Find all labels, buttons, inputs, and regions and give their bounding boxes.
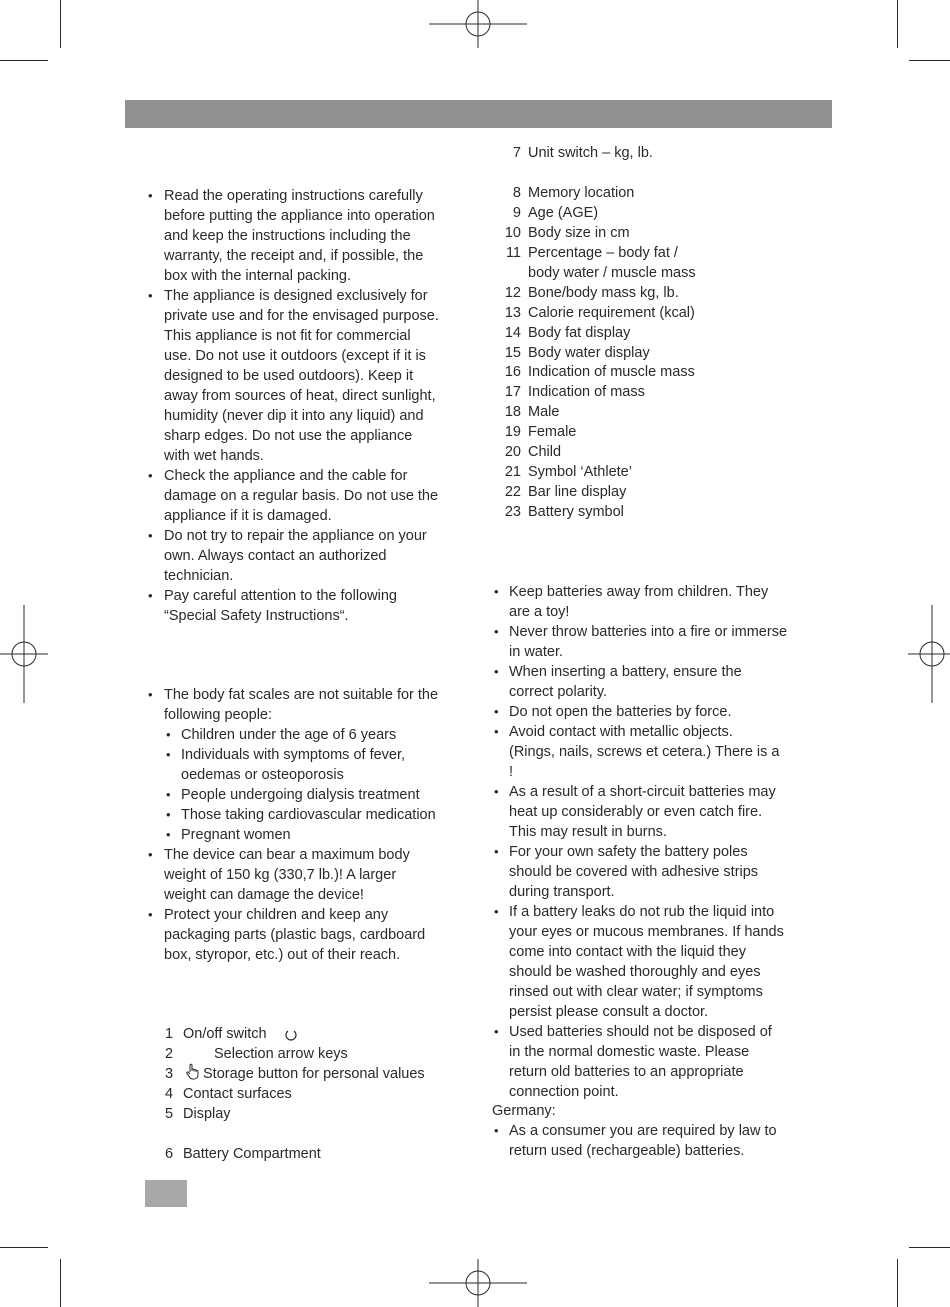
control-number: 6 [165, 1146, 174, 1162]
bullet: • [494, 584, 499, 599]
safety-instruction-line: with wet hands. [164, 448, 264, 464]
bullet: • [494, 664, 499, 679]
display-item-number: 22 [504, 484, 521, 500]
display-item-number [497, 263, 521, 283]
display-item-label: Child [528, 444, 562, 460]
bullet: • [148, 907, 153, 922]
control-label: Selection arrow keys [214, 1046, 348, 1062]
display-item-number: 15 [504, 345, 521, 361]
crop-mark [60, 0, 61, 48]
registration-mark-icon [908, 605, 950, 703]
hand-pointer-icon [185, 1063, 200, 1080]
display-item-number: 9 [512, 205, 521, 221]
display-item-number: 12 [504, 285, 521, 301]
bullet: • [148, 687, 153, 702]
battery-safety-line: Never throw batteries into a fire or immerse [509, 624, 788, 640]
battery-safety-line: rinsed out with clear water; if symptoms [509, 984, 763, 1000]
battery-safety-line: Keep batteries away from children. They [509, 584, 769, 600]
battery-safety-line: should be covered with adhesive strips [509, 864, 759, 880]
crop-mark [897, 1259, 898, 1307]
display-item-label: Female [528, 424, 577, 440]
display-item-number: 23 [504, 504, 521, 520]
special-instruction-line: following people: [164, 707, 273, 723]
bullet: • [148, 847, 153, 862]
sub-bullet: • [166, 727, 171, 742]
battery-safety-line: come into contact with the liquid they [509, 944, 746, 960]
display-item-label: Memory location [528, 185, 635, 201]
unsuitable-person-item: Children under the age of 6 years [181, 727, 397, 743]
germany-line: return used (rechargeable) batteries. [509, 1143, 745, 1159]
display-item-label: Body size in cm [528, 225, 630, 241]
display-item-number: 10 [504, 225, 521, 241]
bullet: • [494, 904, 499, 919]
safety-instruction-line: private use and for the envisaged purpose. [164, 308, 439, 324]
battery-safety-line: Avoid contact with metallic objects. [509, 724, 733, 740]
unsuitable-person-item: Individuals with symptoms of fever, [181, 747, 406, 763]
safety-instruction-line: technician. [164, 568, 234, 584]
sub-bullet: • [166, 747, 171, 762]
bullet: • [494, 624, 499, 639]
battery-safety-line: This may result in burns. [509, 824, 667, 840]
unsuitable-person-item: People undergoing dialysis treatment [181, 787, 420, 803]
safety-instruction-line: Check the appliance and the cable for [164, 468, 408, 484]
bullet: • [494, 724, 499, 739]
safety-instruction-line: before putting the appliance into operation [164, 208, 435, 224]
crop-mark [60, 1259, 61, 1307]
display-item-number: 11 [505, 245, 521, 261]
control-label: Battery Compartment [183, 1146, 321, 1162]
safety-instruction-line: Read the operating instructions carefully [164, 188, 423, 204]
battery-safety-line: are a toy! [509, 604, 570, 620]
battery-safety-line: When inserting a battery, ensure the [509, 664, 742, 680]
safety-instruction-line: designed to be used outdoors). Keep it [164, 368, 414, 384]
special-instruction-line: packaging parts (plastic bags, cardboard [164, 927, 426, 943]
safety-instruction-line: Pay careful attention to the following [164, 588, 397, 604]
battery-safety-line: If a battery leaks do not rub the liquid into [509, 904, 775, 920]
display-item-label: Bar line display [528, 484, 627, 500]
display-item-number: 14 [504, 325, 521, 341]
safety-instruction-line: “Special Safety Instructions“. [164, 608, 349, 624]
control-label: Display [183, 1106, 231, 1122]
battery-safety-line: connection point. [509, 1084, 619, 1100]
display-item-label: body water / muscle mass [528, 265, 696, 281]
germany-line: As a consumer you are required by law to [509, 1123, 777, 1139]
safety-instruction-line: and keep the instructions including the [164, 228, 411, 244]
battery-safety-line: correct polarity. [509, 684, 608, 700]
control-number: 3 [165, 1066, 174, 1082]
special-instruction-line: weight can damage the device! [164, 887, 364, 903]
battery-safety-line: persist please consult a doctor. [509, 1004, 709, 1020]
bullet: • [148, 468, 153, 483]
display-item-label: Body water display [528, 345, 650, 361]
bullet: • [494, 1024, 499, 1039]
page-number-tab [145, 1180, 187, 1207]
control-number: 5 [165, 1106, 174, 1122]
safety-instruction-line: appliance if it is damaged. [164, 508, 332, 524]
battery-safety-line: Do not open the batteries by force. [509, 704, 732, 720]
bullet: • [148, 588, 153, 603]
registration-mark-icon [429, 1259, 527, 1307]
safety-instruction-line: box with the internal packing. [164, 268, 351, 284]
display-item-label: Male [528, 404, 560, 420]
display-item-number: 7 [512, 145, 521, 161]
safety-instruction-line: This appliance is not fit for commercial [164, 328, 411, 344]
battery-safety-line: in the normal domestic waste. Please [509, 1044, 750, 1060]
control-label: On/off switch [183, 1026, 267, 1042]
power-icon [284, 1028, 298, 1042]
crop-mark [909, 60, 950, 61]
display-item-label: Calorie requirement (kcal) [528, 305, 695, 321]
control-number: 4 [165, 1086, 174, 1102]
safety-instruction-line: humidity (never dip it into any liquid) and [164, 408, 424, 424]
display-item-label: Battery symbol [528, 504, 624, 520]
battery-safety-line: in water. [509, 644, 563, 660]
safety-instruction-line: damage on a regular basis. Do not use the [164, 488, 439, 504]
display-item-number: 13 [504, 305, 521, 321]
bullet: • [494, 704, 499, 719]
safety-instruction-line: sharp edges. Do not use the appliance [164, 428, 413, 444]
unsuitable-person-item: Those taking cardiovascular medication [181, 807, 436, 823]
special-instruction-line: weight of 150 kg (330,7 lb.)! A larger [164, 867, 397, 883]
display-item-number: 18 [504, 404, 521, 420]
sub-bullet: • [166, 807, 171, 822]
special-instruction-line: The body fat scales are not suitable for the [164, 687, 439, 703]
crop-mark [0, 1247, 48, 1248]
display-item-number: 8 [512, 185, 521, 201]
bullet: • [148, 288, 153, 303]
safety-instruction-line: Do not try to repair the appliance on your [164, 528, 427, 544]
battery-safety-line: your eyes or mucous membranes. If hands [509, 924, 784, 940]
sub-bullet: • [166, 827, 171, 842]
control-number: 2 [165, 1046, 174, 1062]
battery-safety-line: ! [509, 764, 514, 780]
safety-instruction-line: warranty, the receipt and, if possible, the [164, 248, 424, 264]
special-instruction-line: Protect your children and keep any [164, 907, 389, 923]
display-item-label: Symbol ‘Athlete’ [528, 464, 632, 480]
battery-safety-line: As a result of a short-circuit batteries may [509, 784, 776, 800]
safety-instruction-line: The appliance is designed exclusively for [164, 288, 428, 304]
display-item-label: Indication of mass [528, 384, 645, 400]
control-label: Storage button for personal values [203, 1066, 425, 1082]
germany-label: Germany: [492, 1103, 556, 1119]
display-item-number: 17 [504, 384, 521, 400]
safety-instruction-line: own. Always contact an authorized [164, 548, 387, 564]
display-item-label: Age (AGE) [528, 205, 599, 221]
registration-mark-icon [429, 0, 527, 48]
crop-mark [0, 60, 48, 61]
sub-bullet: • [166, 787, 171, 802]
bullet: • [148, 188, 153, 203]
display-item-label: Unit switch – kg, lb. [528, 145, 653, 161]
unsuitable-person-item: oedemas or osteoporosis [181, 767, 344, 783]
crop-mark [909, 1247, 950, 1248]
battery-safety-line: should be washed thoroughly and eyes [509, 964, 761, 980]
control-label: Contact surfaces [183, 1086, 292, 1102]
special-instruction-line: box, styropor, etc.) out of their reach. [164, 947, 401, 963]
battery-safety-line: during transport. [509, 884, 615, 900]
display-item-label: Body fat display [528, 325, 631, 341]
battery-safety-line: heat up considerably or even catch fire. [509, 804, 763, 820]
control-number: 1 [165, 1026, 174, 1042]
unsuitable-person-item: Pregnant women [181, 827, 291, 843]
display-item-number: 19 [504, 424, 521, 440]
section-header-bar [125, 100, 832, 128]
battery-safety-line: For your own safety the battery poles [509, 844, 748, 860]
display-item-number: 20 [504, 444, 521, 460]
display-item-label: Percentage – body fat / [528, 245, 678, 261]
registration-mark-icon [0, 605, 48, 703]
bullet: • [148, 528, 153, 543]
safety-instruction-line: away from sources of heat, direct sunlight, [164, 388, 436, 404]
display-item-label: Indication of muscle mass [528, 364, 695, 380]
special-instruction-line: The device can bear a maximum body [164, 847, 410, 863]
display-item-number: 21 [504, 464, 521, 480]
safety-instruction-line: use. Do not use it outdoors (except if it is [164, 348, 426, 364]
crop-mark [897, 0, 898, 48]
display-item-number: 16 [504, 364, 521, 380]
bullet: • [494, 784, 499, 799]
battery-safety-line: (Rings, nails, screws et cetera.) There is a [509, 744, 780, 760]
bullet: • [494, 1123, 499, 1138]
bullet: • [494, 844, 499, 859]
display-item-label: Bone/body mass kg, lb. [528, 285, 679, 301]
battery-safety-line: return old batteries to an appropriate [509, 1064, 744, 1080]
battery-safety-line: Used batteries should not be disposed of [509, 1024, 772, 1040]
